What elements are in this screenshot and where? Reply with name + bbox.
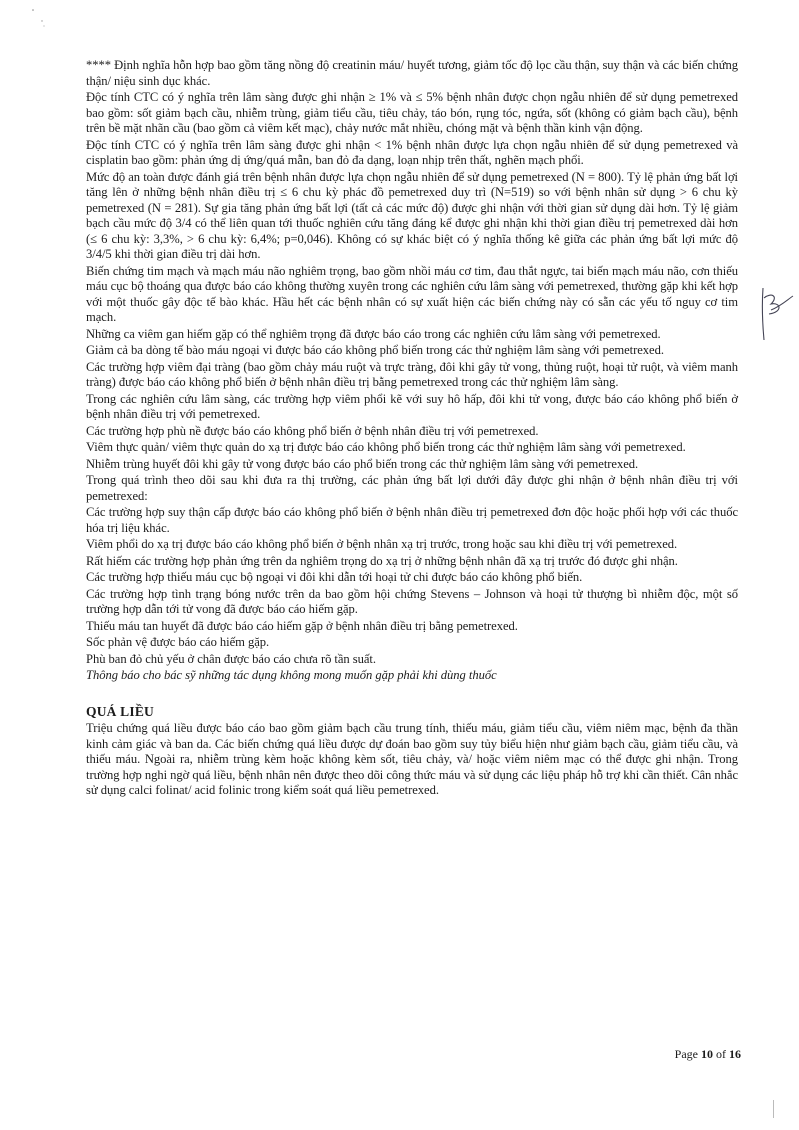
paragraph-edema: Các trường hợp phù nề được báo cáo không phổ biến ở bệnh nhân điều trị với pemetrexed. [86, 423, 539, 438]
overdose-text: Triệu chứng quá liều được báo cáo bao gồm giảm bạch cầu trung tính, thiếu máu, giảm tiểu cầu, viêm niêm mạc, bệnh đa thần kinh cảm giác và ban da. Các biến chứng quá liều được dự đoán bao gồm suy tủy biểu hiện như giảm bạch cầu, giảm tiểu cầu, và thiếu máu. Ngoài ra, nhiễm trùng kèm hoặc không kèm sốt, tiêu chảy, và/ hoặc viêm niêm mạc có thể được ghi nhận. Trong trường hợp nghi ngờ quá liều, bệnh nhân nên được theo dõi công thức máu và sử dụng các liệu pháp hỗ trợ khi cần thiết. Cân nhắc sử dụng calci folinat/ acid folinic trong kiểm soát quá liều pemetrexed. [86, 721, 738, 797]
paragraph-postmarketing-intro: Trong quá trình theo dõi sau khi đưa ra thị trường, các phản ứng bất lợi dưới đây được ghi nhận ở bệnh nhân điều trị với pemetrexed: [86, 473, 738, 503]
paragraph-peripheral-ischemia: Các trường hợp thiếu máu cục bộ ngoại vi đôi khi dẫn tới hoại tử chi được báo cáo không phổ biến. [86, 570, 583, 584]
paragraph-bullous-conditions: Các trường hợp tình trạng bóng nước trên da bao gồm hội chứng Stevens – Johnson và hoại tử thượng bì nhiễm độc, một số trường hợp dẫn tới tử vong đã được báo cáo hiếm gặp. [86, 586, 738, 616]
paragraph-interstitial-pneumonitis: Trong các nghiên cứu lâm sàng, các trường hợp viêm phổi kẽ với suy hô hấp, đôi khi tử vong, được báo cáo không phổ biến ở bệnh nhân điều trị với pemetrexed. [86, 391, 738, 421]
handwritten-initials-mark [757, 284, 797, 344]
paragraph-sepsis: Nhiễm trùng huyết đôi khi gây tử vong được báo cáo phổ biến trong các thử nghiệm lâm sàng với pemetrexed. [86, 456, 639, 471]
page-number [675, 1047, 741, 1062]
paragraph-erythema-edema: Phù ban đỏ chủ yếu ở chân được báo cáo chưa rõ tần suất. [86, 651, 376, 666]
italic-notice: Thông báo cho bác sỹ những tác dụng không mong muốn gặp phải khi dùng thuốc [86, 668, 497, 682]
scan-edge-mark [773, 1100, 782, 1118]
paragraph-anaphylaxis: Sốc phản vệ được báo cáo hiếm gặp. [86, 635, 270, 649]
page-total: 16 [729, 1047, 741, 1061]
paragraph-radiation-pneumonitis: Viêm phổi do xạ trị được báo cáo không phổ biến ở bệnh nhân xạ trị trước, trong hoặc sau khi điều trị với pemetrexed. [86, 537, 678, 551]
paragraph-acute-renal-failure: Các trường hợp suy thận cấp được báo cáo không phổ biến ở bệnh nhân điều trị pemetrexed đơn độc hoặc phối hợp với các thuốc hóa trị liệu khác. [86, 505, 738, 535]
paragraph-cardiovascular: Biến chứng tim mạch và mạch máu não nghiêm trọng, bao gồm nhồi máu cơ tim, đau thắt ngực, tai biến mạch máu não, cơn thiếu máu cục bộ thoáng qua được báo cáo không thường xuyên trong các nghiên cứu lâm sàng với pemetrexed, thường gặp khi kết hợp với một thuốc gây độc tế bào khác. Hầu hết các bệnh nhân có sự xuất hiện các biến chứng này có sẵn các yếu tố nguy cơ tim mạch. [86, 263, 738, 324]
page-of: of [716, 1047, 726, 1061]
paragraph-ctc-1-5-percent: Độc tính CTC có ý nghĩa trên lâm sàng được ghi nhận ≥ 1% và ≤ 5% bệnh nhân được chọn ngẫu nhiên để sử dụng pemetrexed bao gồm: sốt giảm bạch cầu, nhiễm trùng, giảm tiểu cầu, tiêu chảy, táo bón, rụng tóc, ngứa, sốt (không có giảm bạch cầu), bệnh trên bề mặt nhãn cầu (bao gồm cả viêm kết mạc), chảy nước mắt nhiều, chóng mặt và bệnh thần kinh vận động. [86, 90, 738, 135]
paragraph-radiation-recall: Rất hiếm các trường hợp phản ứng trên da nghiêm trọng do xạ trị ở những bệnh nhân đã xạ trị trước đó được ghi nhận. [86, 553, 678, 568]
paragraph-kidney-definition: **** Định nghĩa hỗn hợp bao gồm tăng nồng độ creatinin máu/ huyết tương, giảm tốc độ lọc cầu thận, suy thận và các biến chứng thận/ niệu sinh dục khác. [86, 58, 738, 88]
page-prefix: Page [674, 1047, 698, 1061]
paragraph-hepatitis: Những ca viêm gan hiếm gặp có thể nghiêm trọng đã được báo cáo trong các nghiên cứu lâm sàng với pemetrexed. [86, 326, 661, 341]
overdose-heading: QUÁ LIỀU [86, 703, 154, 719]
page-current: 10 [701, 1047, 713, 1061]
paragraph-safety-evaluation: Mức độ an toàn được đánh giá trên bệnh nhân được lựa chọn ngẫu nhiên để sử dụng pemetrexed (N = 800). Tỷ lệ phản ứng bất lợi tăng lên ở những bệnh nhân điều trị ≤ 6 chu kỳ phác đồ pemetrexed duy trì (N=519) so với bệnh nhân sử dụng > 6 chu kỳ pemetrexed (N = 281). Sự gia tăng phản ứng bất lợi (tất cả các mức độ) được ghi nhận với thời gian sử dụng dài hơn. Tỷ lệ giảm bạch cầu mức độ 3/4 có thể liên quan tới thuốc nghiên cứu tăng đáng kể được ghi nhận khi thời gian điều trị pemetrexed dài hơn (≤ 6 chu kỳ: 3,3%, > 6 chu kỳ: 6,4%; p=0,046). Không có sự khác biệt có ý nghĩa thống kê giữa các phản ứng bất lợi mức độ 3/4/5 khi thời gian điều trị dài hơn. [86, 169, 738, 261]
paragraph-esophagitis: Viêm thực quản/ viêm thực quản do xạ trị được báo cáo không phổ biến trong các thử nghiệm lâm sàng với pemetrexed. [86, 440, 686, 454]
paragraph-ctc-under-1-percent: Độc tính CTC có ý nghĩa trên lâm sàng được ghi nhận < 1% bệnh nhân được lựa chọn ngẫu nhiên để sử dụng pemetrexed và cisplatin bao gồm: phản ứng dị ứng/quá mẫn, ban đỏ đa dạng, loạn nhịp trên thất, nghẽn mạch phổi. [86, 137, 738, 167]
paragraph-colitis: Các trường hợp viêm đại tràng (bao gồm chảy máu ruột và trực tràng, đôi khi gây tử vong, thủng ruột, hoại tử ruột, và viêm manh tràng) được báo cáo không phổ biến ở bệnh nhân điều trị bằng pemetrexed trong các thử nghiệm lâm sàng. [86, 359, 738, 389]
scan-specks [30, 6, 60, 36]
document-body [86, 58, 738, 800]
paragraph-pancytopenia: Giảm cả ba dòng tế bào máu ngoại vi được báo cáo không phổ biến trong các thử nghiệm lâm sàng với pemetrexed. [86, 343, 664, 357]
paragraph-hemolytic-anemia: Thiếu máu tan huyết đã được báo cáo hiếm gặp ở bệnh nhân điều trị bằng pemetrexed. [86, 618, 518, 633]
